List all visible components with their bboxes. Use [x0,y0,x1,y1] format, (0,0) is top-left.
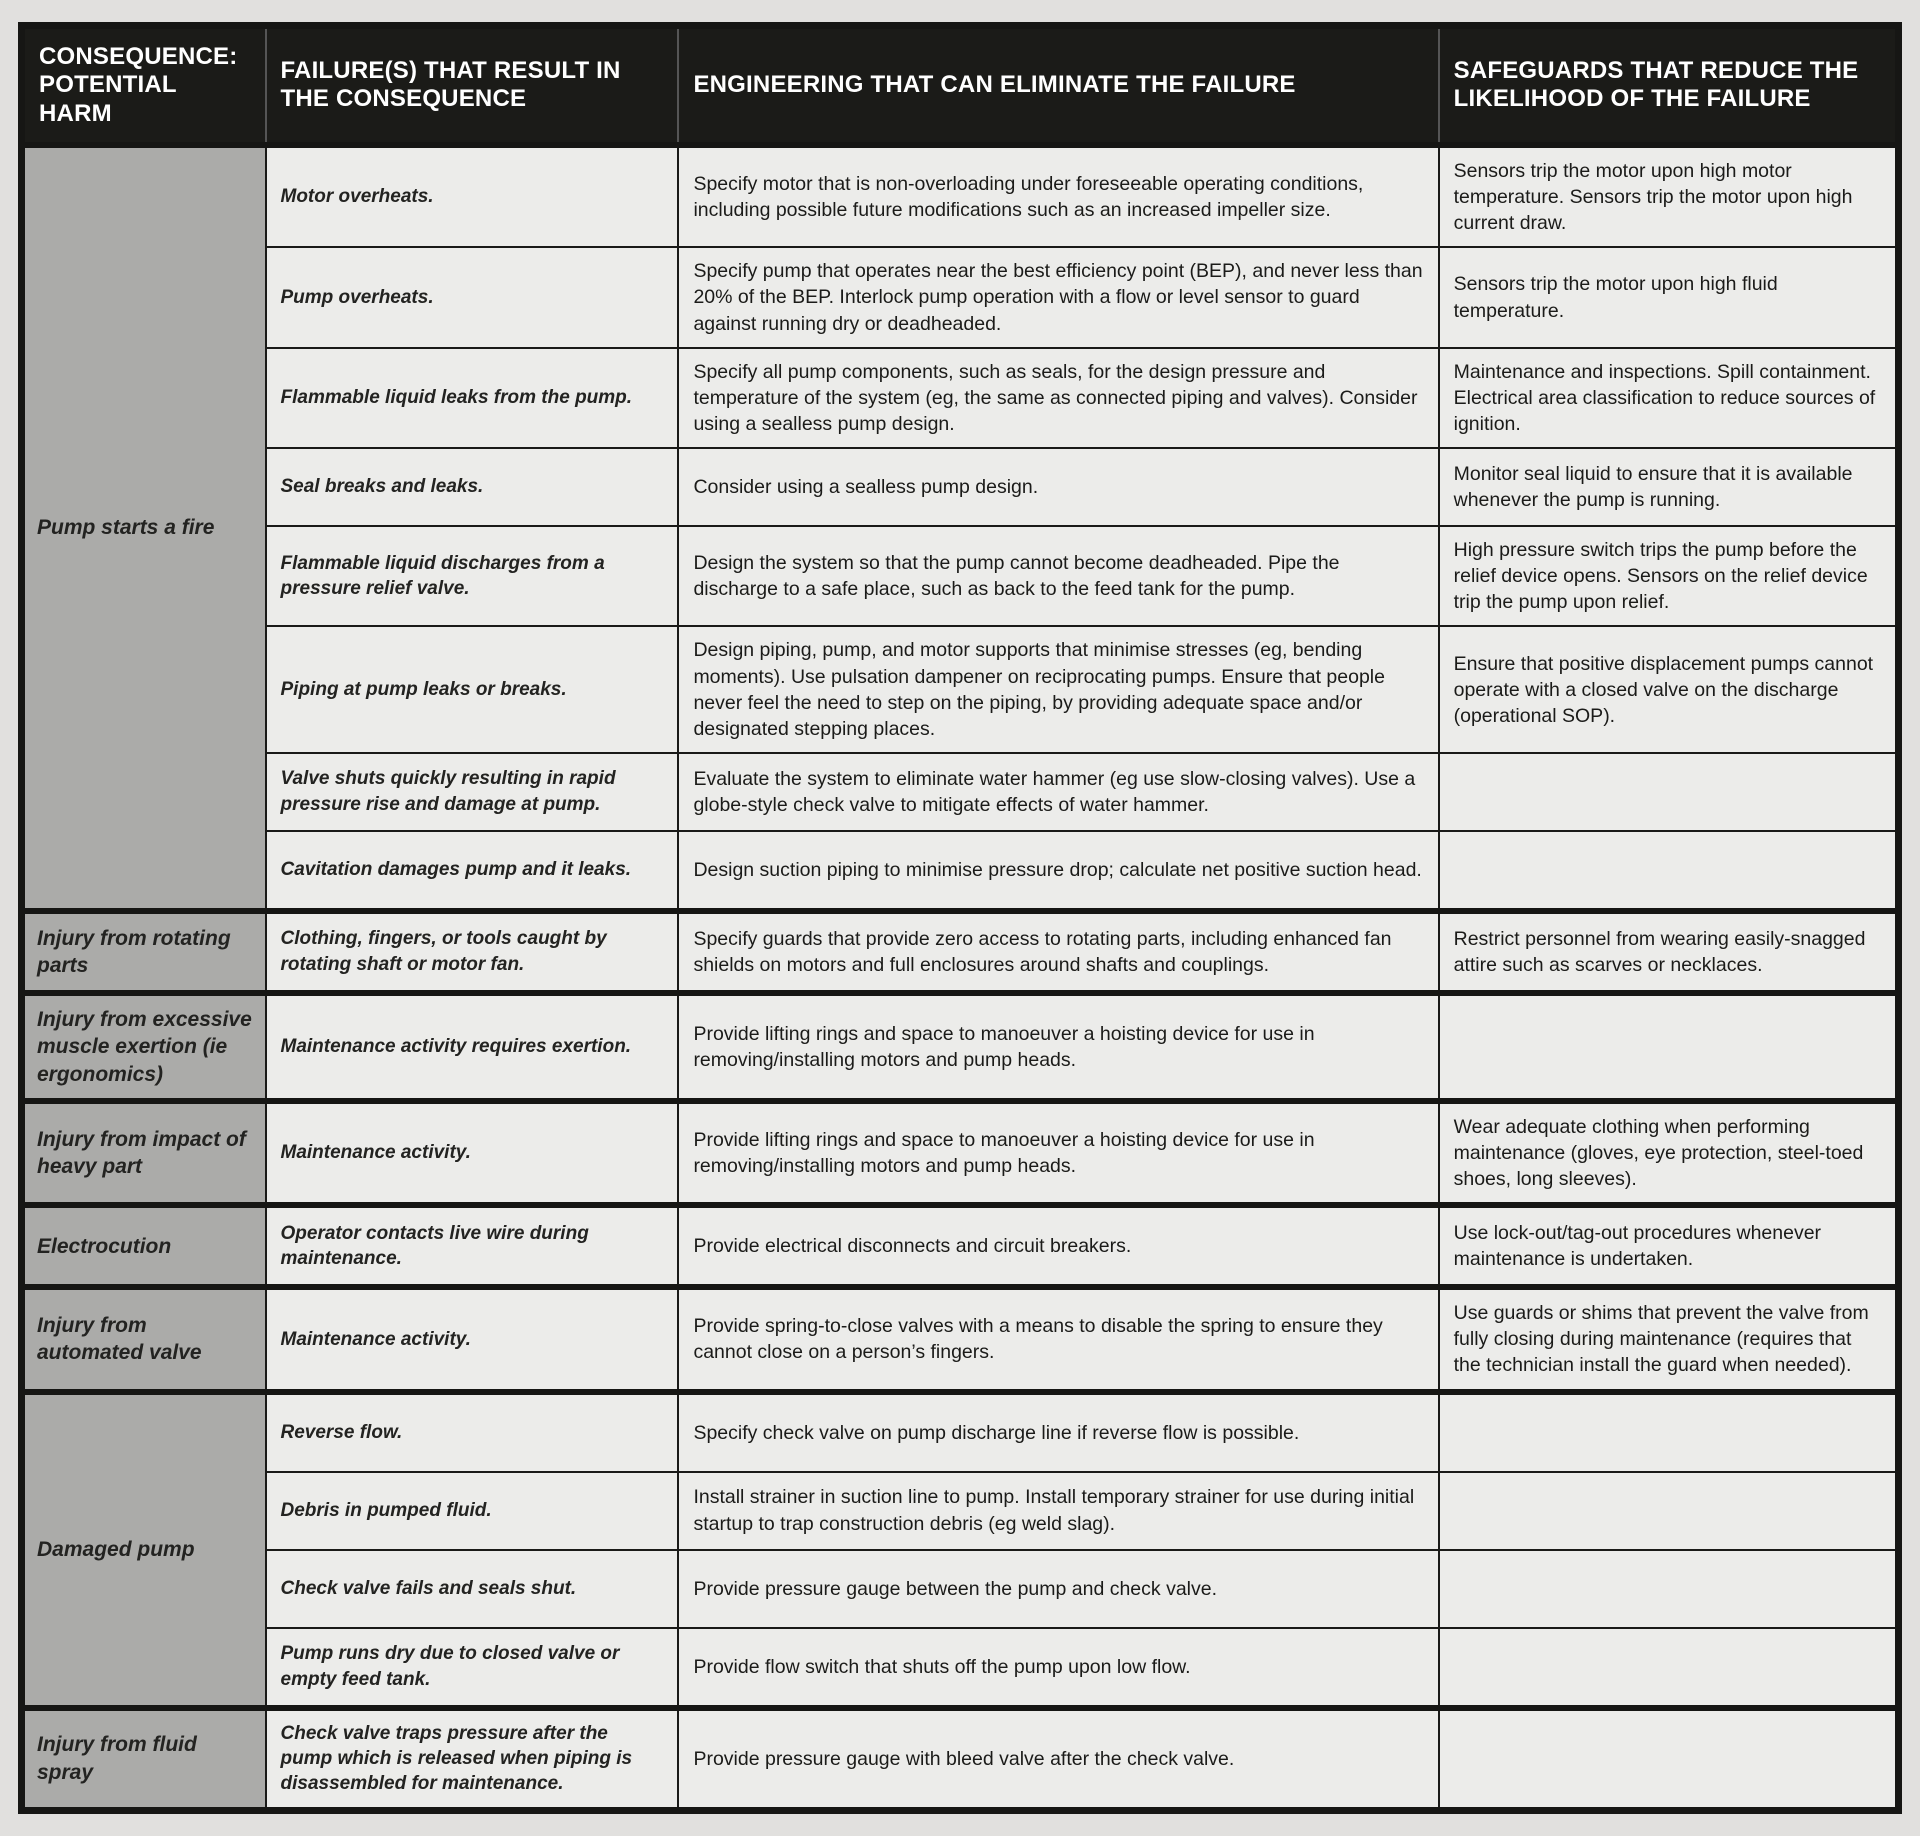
failure-cell: Operator contacts live wire during maintenance. [266,1205,679,1287]
table-row [22,911,1899,993]
failure-cell: Flammable liquid leaks from the pump. [266,348,679,448]
engineering-cell: Provide flow switch that shuts off the pump upon low flow. [678,1628,1438,1708]
failure-cell: Check valve fails and seals shut. [266,1550,679,1628]
engineering-cell: Design the system so that the pump cannot become deadheaded. Pipe the discharge to a safe place, such as back to the feed tank for the pump. [678,526,1438,626]
safeguard-cell [1439,993,1899,1101]
table-row [22,831,1899,911]
safeguard-cell [1439,1628,1899,1708]
consequence-cell: Injury from excessive muscle exertion (ie ergonomics) [22,993,266,1101]
consequence-cell: Injury from rotating parts [22,911,266,993]
safeguard-cell: Monitor seal liquid to ensure that it is available whenever the pump is running. [1439,448,1899,526]
table-row [22,753,1899,831]
failure-cell: Maintenance activity. [266,1101,679,1205]
failure-cell: Motor overheats. [266,145,679,247]
table-row [22,1205,1899,1287]
table-row [22,145,1899,247]
table-row [22,526,1899,626]
engineering-cell: Specify all pump components, such as seals, for the design pressure and temperature of the system (eg, the same as connected piping and valves). Consider using a sealless pump design. [678,348,1438,448]
header-safeguards: SAFEGUARDS THAT REDUCE THE LIKELIHOOD OF THE FAILURE [1439,26,1899,145]
engineering-cell: Install strainer in suction line to pump. Install temporary strainer for use during initial startup to trap construction debris (eg weld slag). [678,1472,1438,1550]
safeguard-cell: High pressure switch trips the pump before the relief device opens. Sensors on the relief device trip the pump upon relief. [1439,526,1899,626]
table-row [22,993,1899,1101]
engineering-cell: Provide spring-to-close valves with a means to disable the spring to ensure they cannot close on a person’s fingers. [678,1287,1438,1391]
engineering-cell: Provide pressure gauge with bleed valve after the check valve. [678,1708,1438,1811]
consequence-cell: Injury from automated valve [22,1287,266,1391]
safeguard-cell [1439,1392,1899,1472]
safeguard-cell [1439,753,1899,831]
consequence-cell: Damaged pump [22,1392,266,1708]
safeguard-cell: Use lock-out/tag-out procedures whenever maintenance is undertaken. [1439,1205,1899,1287]
consequence-cell: Pump starts a fire [22,145,266,911]
hazard-analysis-table [18,22,1902,1814]
table-row [22,1708,1899,1811]
header-failures: FAILURE(S) THAT RESULT IN THE CONSEQUENCE [266,26,679,145]
failure-cell: Flammable liquid discharges from a pressure relief valve. [266,526,679,626]
table-row [22,1628,1899,1708]
safeguard-cell: Restrict personnel from wearing easily-snagged attire such as scarves or necklaces. [1439,911,1899,993]
failure-cell: Seal breaks and leaks. [266,448,679,526]
header-consequence: CONSEQUENCE: POTENTIAL HARM [22,26,266,145]
consequence-cell: Electrocution [22,1205,266,1287]
safeguard-cell: Sensors trip the motor upon high fluid temperature. [1439,247,1899,347]
header-engineering: ENGINEERING THAT CAN ELIMINATE THE FAILURE [678,26,1438,145]
table-row [22,1550,1899,1628]
safeguard-cell [1439,831,1899,911]
safeguard-cell [1439,1472,1899,1550]
engineering-cell: Specify guards that provide zero access to rotating parts, including enhanced fan shields on motors and full enclosures around shafts and couplings. [678,911,1438,993]
engineering-cell: Specify motor that is non-overloading under foreseeable operating conditions, including possible future modifications such as an increased impeller size. [678,145,1438,247]
safeguard-cell: Sensors trip the motor upon high motor temperature. Sensors trip the motor upon high current draw. [1439,145,1899,247]
table-row [22,1472,1899,1550]
failure-cell: Valve shuts quickly resulting in rapid pressure rise and damage at pump. [266,753,679,831]
engineering-cell: Evaluate the system to eliminate water hammer (eg use slow-closing valves). Use a globe-style check valve to mitigate effects of water hammer. [678,753,1438,831]
engineering-cell: Provide lifting rings and space to manoeuver a hoisting device for use in removing/installing motors and pump heads. [678,1101,1438,1205]
safeguard-cell: Maintenance and inspections. Spill containment. Electrical area classification to reduce sources of ignition. [1439,348,1899,448]
failure-cell: Clothing, fingers, or tools caught by rotating shaft or motor fan. [266,911,679,993]
failure-cell: Pump overheats. [266,247,679,347]
table-row [22,1101,1899,1205]
failure-cell: Cavitation damages pump and it leaks. [266,831,679,911]
failure-cell: Reverse flow. [266,1392,679,1472]
engineering-cell: Specify pump that operates near the best efficiency point (BEP), and never less than 20% of the BEP. Interlock pump operation with a flow or level sensor to guard against running dry or deadheaded. [678,247,1438,347]
safeguard-cell [1439,1550,1899,1628]
engineering-cell: Provide lifting rings and space to manoeuver a hoisting device for use in removing/installing motors and pump heads. [678,993,1438,1101]
table-row [22,1287,1899,1391]
table-header-row [22,26,1899,145]
failure-cell: Pump runs dry due to closed valve or empty feed tank. [266,1628,679,1708]
safeguard-cell [1439,1708,1899,1811]
failure-cell: Maintenance activity. [266,1287,679,1391]
safeguard-cell: Use guards or shims that prevent the valve from fully closing during maintenance (requires that the technician install the guard when needed). [1439,1287,1899,1391]
consequence-cell: Injury from impact of heavy part [22,1101,266,1205]
consequence-cell: Injury from fluid spray [22,1708,266,1811]
safeguard-cell: Ensure that positive displacement pumps cannot operate with a closed valve on the discharge (operational SOP). [1439,626,1899,753]
table-row [22,1392,1899,1472]
table-body [22,145,1899,1811]
engineering-cell: Design piping, pump, and motor supports that minimise stresses (eg, bending moments). Use pulsation dampener on reciprocating pumps. Ensure that people never feel the need to step on the piping, by providing adequate space and/or designated stepping places. [678,626,1438,753]
failure-cell: Debris in pumped fluid. [266,1472,679,1550]
table-row [22,448,1899,526]
failure-cell: Check valve traps pressure after the pump which is released when piping is disassembled for maintenance. [266,1708,679,1811]
engineering-cell: Provide electrical disconnects and circuit breakers. [678,1205,1438,1287]
table-row [22,348,1899,448]
safeguard-cell: Wear adequate clothing when performing maintenance (gloves, eye protection, steel-toed shoes, long sleeves). [1439,1101,1899,1205]
table-row [22,626,1899,753]
failure-cell: Piping at pump leaks or breaks. [266,626,679,753]
failure-cell: Maintenance activity requires exertion. [266,993,679,1101]
table-row [22,247,1899,347]
engineering-cell: Consider using a sealless pump design. [678,448,1438,526]
engineering-cell: Design suction piping to minimise pressure drop; calculate net positive suction head. [678,831,1438,911]
engineering-cell: Specify check valve on pump discharge line if reverse flow is possible. [678,1392,1438,1472]
engineering-cell: Provide pressure gauge between the pump and check valve. [678,1550,1438,1628]
